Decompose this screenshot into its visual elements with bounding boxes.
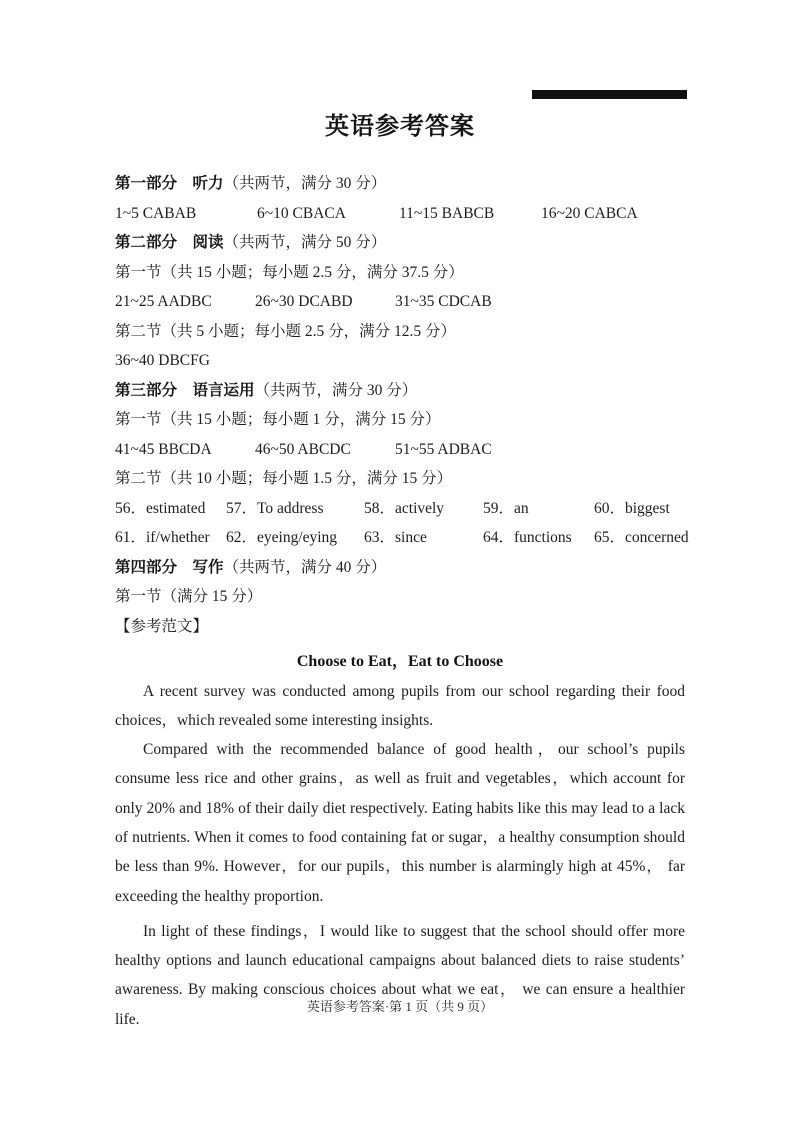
answer-key-content <box>0 169 800 1034</box>
answer-item: 63．since <box>364 529 427 546</box>
answer-group: 36~40 DBCFG <box>115 352 210 369</box>
answer-group: 21~25 AADBC <box>115 293 212 310</box>
part2-section1-answers-row <box>115 287 685 317</box>
essay-paragraph: Compared with the recommended balance of good health，our school’s pupils consume less rice and other grains，as well as fruit and vegetables，which account for only 20% and 18% of their daily diet respectively. Eating habits like this may lead to a lack of nutrients. When it comes to food containing fat or sugar，a healthy consumption should be less than 9%. However，for our pupils，this number is alarmingly high at 45%， far exceeding the healthy proportion. <box>115 741 685 905</box>
answer-group: 16~20 CABCA <box>541 204 638 222</box>
part2-section1-heading: 第一节（共 15 小题；每小题 2.5 分，满分 37.5 分） <box>115 263 464 281</box>
essay-paragraph: In light of these findings，I would like to suggest that the school should offer more healthy options and launch educational campaigns about balanced diets to raise students’ awareness. By making conscious choices about what we eat， we can ensure a healthier life. <box>115 922 685 1028</box>
redaction-bar <box>532 90 687 99</box>
part1-heading <box>115 169 685 199</box>
part2-section2-heading: 第二节（共 5 小题；每小题 2.5 分，满分 12.5 分） <box>115 322 457 340</box>
part3-heading-label: 第三部分 语言运用 <box>115 381 255 399</box>
answer-item: 59．an <box>483 499 529 517</box>
part3-section1-answers-row <box>115 435 685 465</box>
page-footer: 英语参考答案·第 1 页（共 9 页） <box>306 999 494 1014</box>
part1-heading-label: 第一部分 听力 <box>115 175 224 192</box>
part3-section1-heading: 第一节（共 15 小题；每小题 1 分，满分 15 分） <box>115 411 441 428</box>
answer-item: 65．concerned <box>594 529 689 546</box>
part2-section2-answers-row <box>115 346 685 376</box>
answer-item: 58．actively <box>364 499 445 517</box>
part3-section2-answers-row2 <box>115 523 689 553</box>
sample-essay <box>115 677 685 1035</box>
part4-heading-label: 第四部分 写作 <box>115 558 224 576</box>
part3-heading-detail: （共两节，满分 30 分） <box>254 381 418 399</box>
answer-item: 57．To address <box>226 499 324 517</box>
answer-group: 1~5 CABAB <box>115 204 197 222</box>
part4-heading <box>115 553 685 583</box>
answer-item: 64．functions <box>483 529 572 546</box>
answer-group: 41~45 BBCDA <box>115 440 212 458</box>
part1-heading-detail: （共两节，满分 30 分） <box>223 175 387 192</box>
page-title: 英语参考答案 <box>325 114 475 140</box>
part4-heading-detail: （共两节，满分 40 分） <box>223 558 387 576</box>
answer-item: 61．if/whether <box>115 529 210 546</box>
part1-answers-row <box>115 199 685 229</box>
answer-group: 26~30 DCABD <box>255 293 353 310</box>
answer-group: 31~35 CDCAB <box>395 293 492 310</box>
part2-heading-label: 第二部分 阅读 <box>115 234 224 251</box>
part3-section2-answers-row1 <box>115 494 685 524</box>
answer-group: 11~15 BABCB <box>399 204 495 222</box>
answer-item: 56．estimated <box>115 499 206 517</box>
answer-group: 46~50 ABCDC <box>255 440 351 458</box>
part4-section1-heading: 第一节（满分 15 分） <box>115 588 263 605</box>
answer-item: 62．eyeing/eying <box>226 529 338 546</box>
part2-heading-detail: （共两节，满分 50 分） <box>223 234 387 251</box>
answer-group: 6~10 CBACA <box>257 204 346 222</box>
part2-heading <box>115 228 685 258</box>
part3-heading <box>115 376 685 406</box>
essay-title: Choose to Eat，Eat to Choose <box>296 653 504 670</box>
sample-essay-label: 【参考范文】 <box>115 617 209 635</box>
answer-item: 60．biggest <box>594 499 670 517</box>
part3-section2-heading: 第二节（共 10 小题；每小题 1.5 分，满分 15 分） <box>115 470 453 487</box>
essay-paragraph: A recent survey was conducted among pupils from our school regarding their food choices，which revealed some interesting insights. <box>115 682 685 729</box>
answer-group: 51~55 ADBAC <box>395 440 492 458</box>
